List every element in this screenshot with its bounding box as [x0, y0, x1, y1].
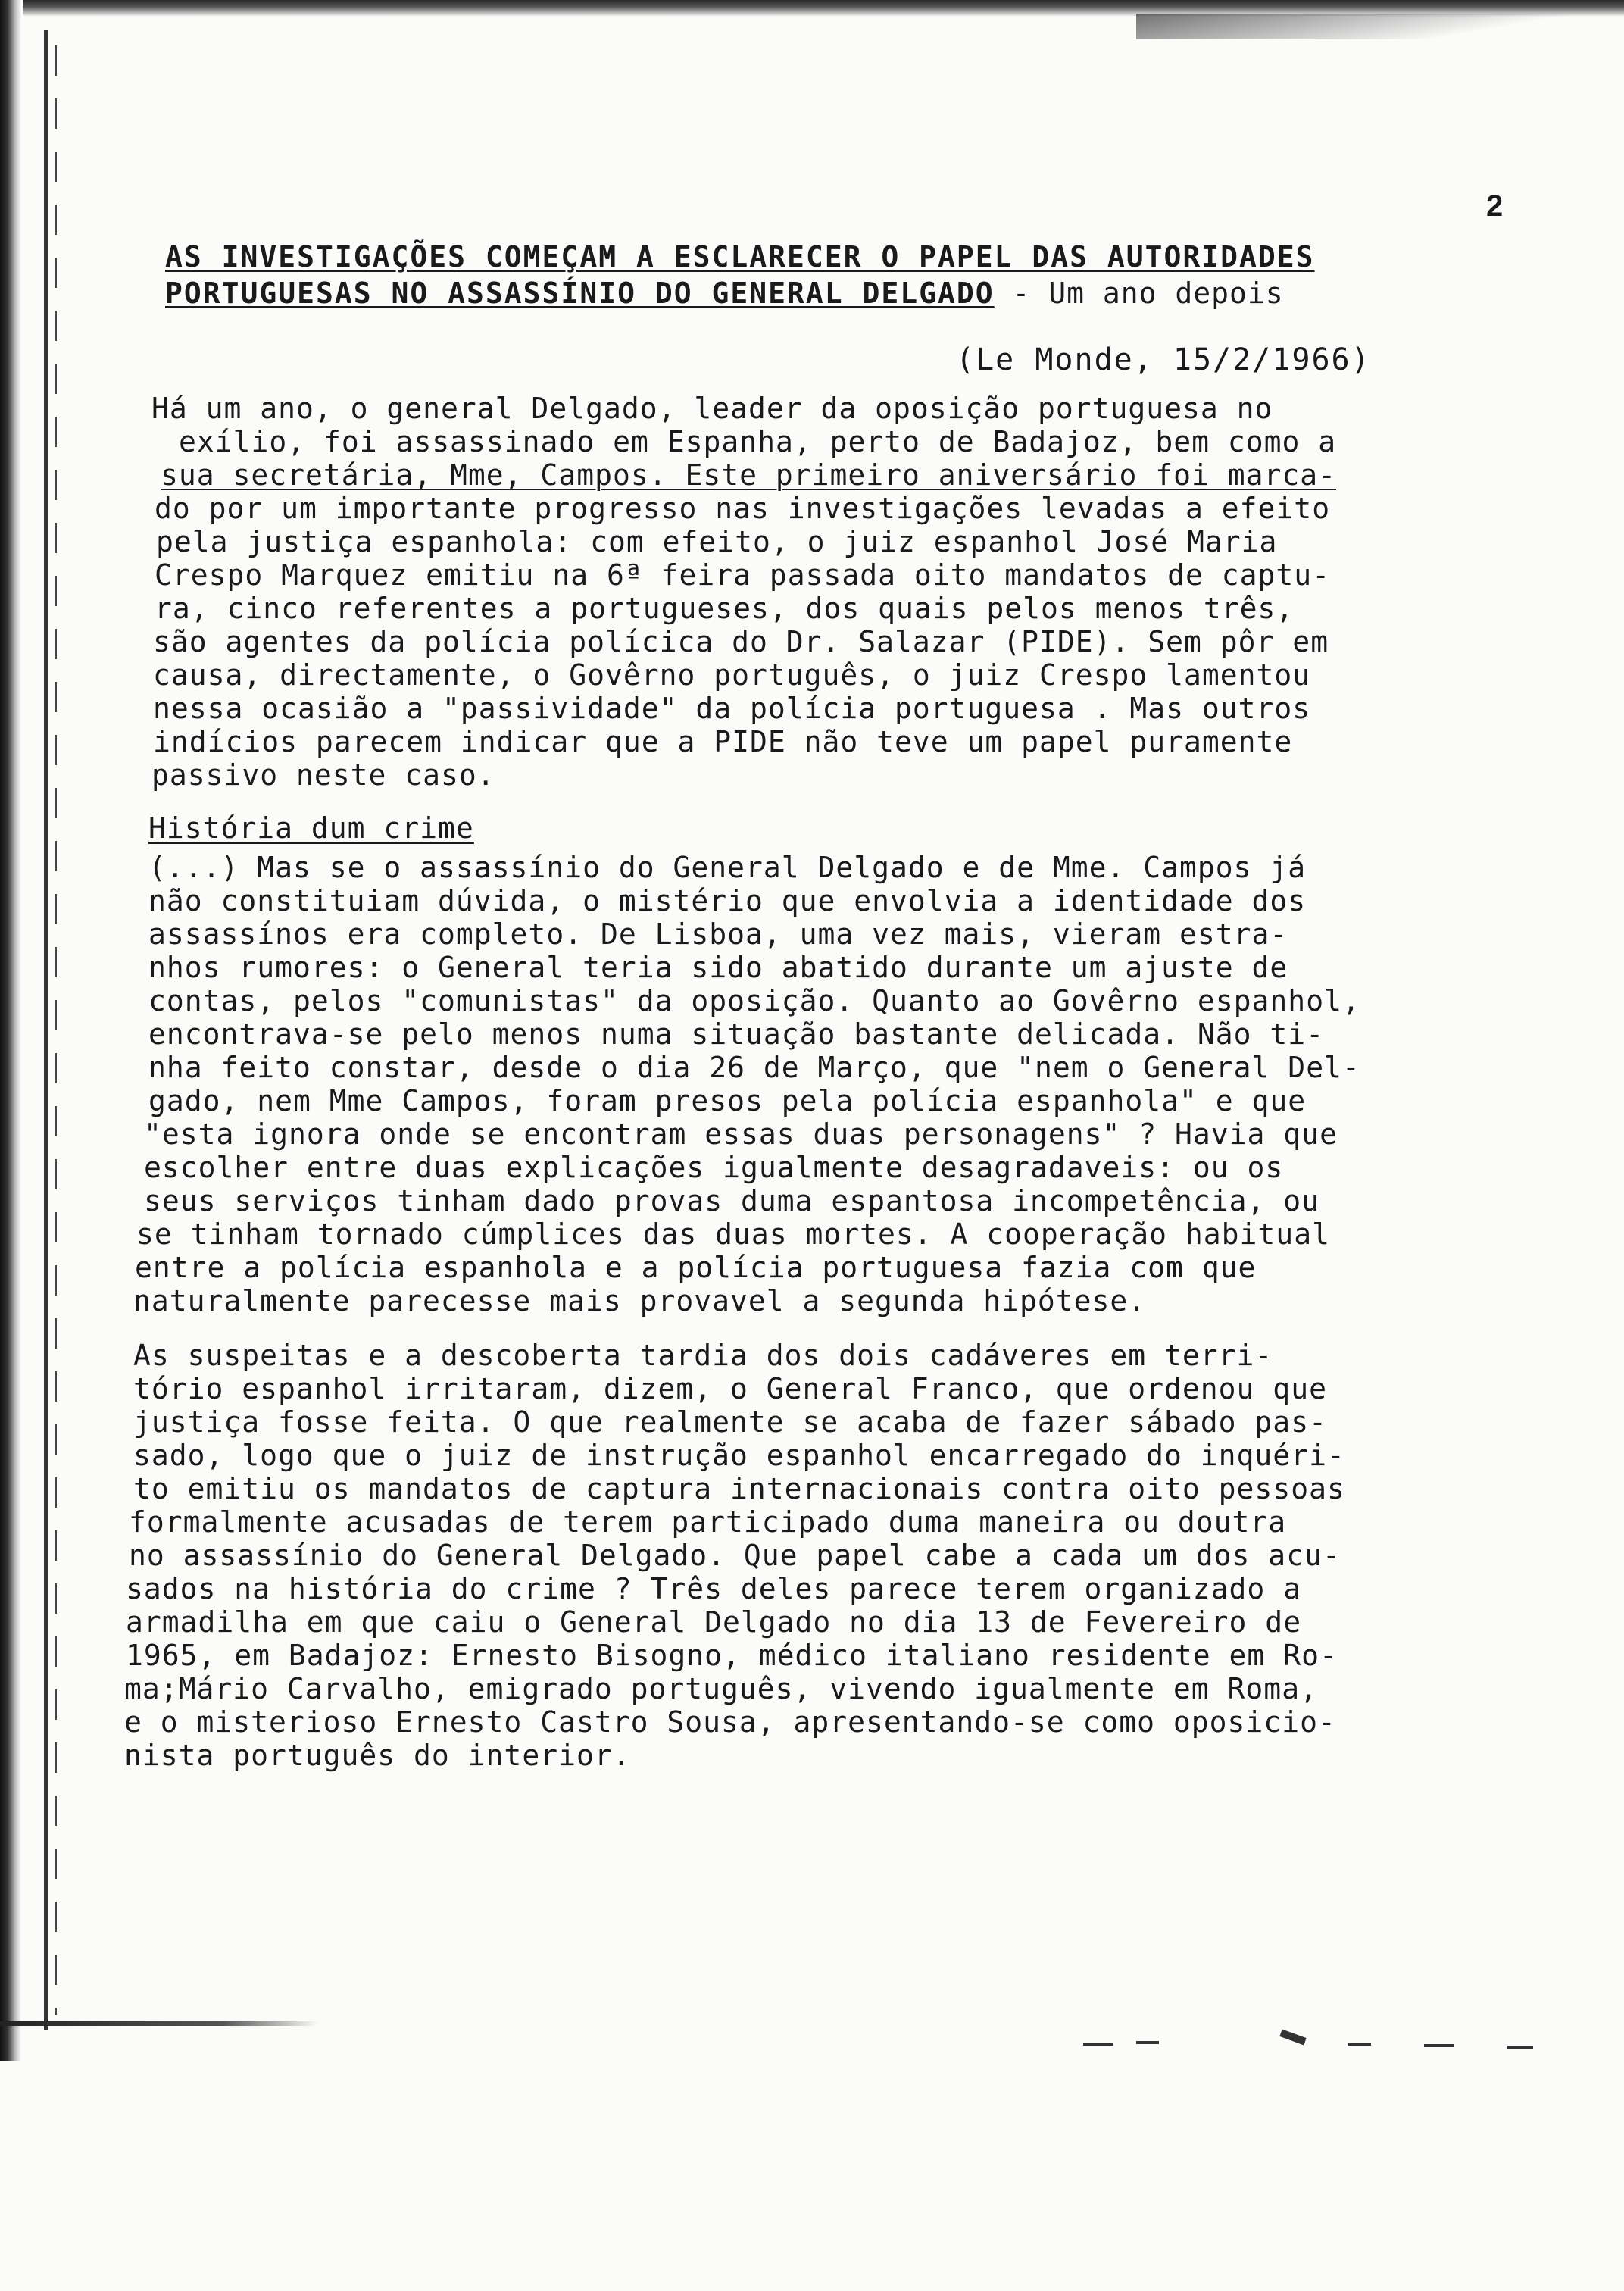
scan-left-dashes [55, 45, 57, 2015]
text-line: nista português do interior. [124, 1739, 631, 1772]
text-line: ma;Mário Carvalho, emigrado português, vivendo igualmente em Roma, [124, 1672, 1318, 1705]
text-line: seus serviços tinham dado provas duma espantosa incompetência, ou [144, 1184, 1320, 1217]
text-line: do por um importante progresso nas investigações levadas a efeito [155, 492, 1331, 525]
text-line: to emitiu os mandatos de captura internacionais contra oito pessoas [133, 1472, 1345, 1505]
text-line: passivo neste caso. [151, 758, 495, 792]
text-line: "esta ignora onde se encontram essas duas personagens" ? Havia que [144, 1117, 1338, 1151]
article-title-underlined: PORTUGUESAS NO ASSASSÍNIO DO GENERAL DELGADO [165, 277, 995, 310]
text-line: naturalmente parecesse mais provavel a segunda hipótese. [133, 1284, 1147, 1317]
text-line: e o misterioso Ernesto Castro Sousa, apresentando-se como oposicio- [124, 1705, 1336, 1739]
text-line: exílio, foi assassinado em Espanha, perto de Badajoz, bem como a [179, 425, 1337, 458]
article-title-line-1: AS INVESTIGAÇÕES COMEÇAM A ESCLARECER O PAPEL DAS AUTORIDADES [165, 240, 1315, 273]
scan-mark [1424, 2044, 1454, 2047]
scan-top-shadow [1136, 14, 1624, 39]
section-heading: História dum crime [148, 811, 474, 845]
text-line: contas, pelos "comunistas" da oposição. Quanto ao Govêrno espanhol, [148, 984, 1360, 1017]
text-line: sados na história do crime ? Três deles parece terem organizado a [126, 1572, 1302, 1605]
text-line: são agentes da polícia polícica do Dr. Salazar (PIDE). Sem pôr em [153, 625, 1329, 658]
scan-mark [1348, 2043, 1371, 2046]
scan-mark [1507, 2046, 1533, 2049]
text-line: causa, directamente, o Govêrno português, o juiz Crespo lamentou [153, 658, 1311, 692]
text-line: armadilha em que caiu o General Delgado no dia 13 de Fevereiro de [126, 1605, 1302, 1639]
text-line: indícios parecem indicar que a PIDE não teve um papel puramente [153, 725, 1293, 758]
text-line: As suspeitas e a descoberta tardia dos dois cadáveres em terri- [133, 1339, 1273, 1372]
text-line: nha feito constar, desde o dia 26 de Março, que "nem o General Del- [148, 1051, 1360, 1084]
scan-mark [1136, 2041, 1159, 2044]
scan-left-edge [0, 0, 21, 2061]
text-line: Há um ano, o general Delgado, leader da oposição portuguesa no [151, 392, 1273, 425]
text-line: encontrava-se pelo menos numa situação bastante delicada. Não ti- [148, 1017, 1325, 1051]
text-line: Crespo Marquez emitiu na 6ª feira passada oito mandatos de captu- [155, 558, 1331, 592]
text-line: entre a polícia espanhola e a polícia portuguesa fazia com que [135, 1251, 1257, 1284]
text-line: sado, logo que o juiz de instrução espanhol encarregado do inquéri- [133, 1439, 1345, 1472]
text-line: assassínos era completo. De Lisboa, uma vez mais, vieram estra- [148, 917, 1288, 951]
page-number: 2 [1486, 189, 1504, 223]
text-line: nhos rumores: o General teria sido abatido durante um ajuste de [148, 951, 1288, 984]
text-line: se tinham tornado cúmplices das duas mortes. A cooperação habitual [136, 1217, 1330, 1251]
article-source: (Le Monde, 15/2/1966) [956, 342, 1371, 377]
scan-mark [1083, 2043, 1113, 2046]
scan-left-line [44, 30, 48, 2030]
scan-bottom-line [0, 2021, 318, 2026]
text-line: formalmente acusadas de terem participado duma maneira ou doutra [129, 1505, 1287, 1539]
scan-mark [1279, 2029, 1306, 2045]
text-line: tório espanhol irritaram, dizem, o General Franco, que ordenou que [133, 1372, 1327, 1405]
text-line: sua secretária, Mme, Campos. Este primeiro aniversário foi marca- [161, 458, 1337, 492]
text-line: escolher entre duas explicações igualmente desagradaveis: ou os [144, 1151, 1284, 1184]
text-line: ra, cinco referentes a portugueses, dos quais pelos menos três, [155, 592, 1295, 625]
text-line: não constituiam dúvida, o mistério que envolvia a identidade dos [148, 884, 1307, 917]
article-title-line-2 [165, 277, 1284, 309]
article-title-rest: - Um ano depois [994, 277, 1284, 310]
text-line: pela justiça espanhola: com efeito, o juiz espanhol José Maria [156, 525, 1278, 558]
text-line: nessa ocasião a "passividade" da polícia portuguesa . Mas outros [153, 692, 1311, 725]
text-line: 1965, em Badajoz: Ernesto Bisogno, médico italiano residente em Ro- [126, 1639, 1338, 1672]
text-line: justiça fosse feita. O que realmente se acaba de fazer sábado pas- [133, 1405, 1327, 1439]
text-line: (...) Mas se o assassínio do General Delgado e de Mme. Campos já [148, 851, 1307, 884]
text-line: gado, nem Mme Campos, foram presos pela polícia espanhola" e que [148, 1084, 1307, 1117]
text-line: no assassínio do General Delgado. Que papel cabe a cada um dos acu- [129, 1539, 1341, 1572]
